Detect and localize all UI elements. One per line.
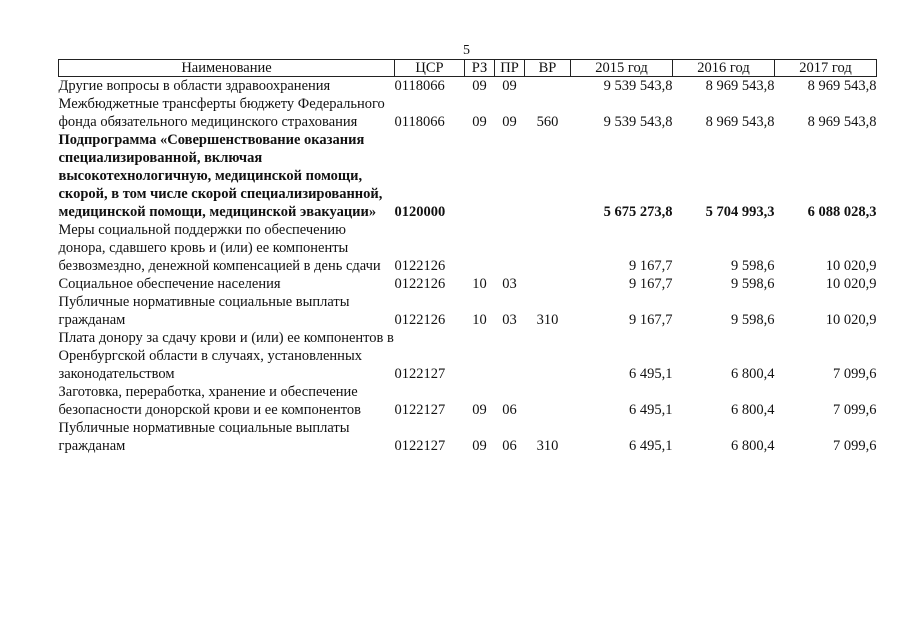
table-row [59,95,877,131]
row-vr: 560 [536,114,559,130]
row-rz: 09 [472,114,487,130]
row-name: Подпрограмма «Совершенствование оказания специализированной, включая высокотехнологичную, медицинской помощи, скорой, в том числе скорой специализированной, медицинской помощи, медицинской эвакуации» [58,132,383,220]
row-rz: 09 [472,402,487,418]
table-row [59,275,877,293]
row-2015: 6 495,1 [629,366,673,382]
row-csr: 0122126 [394,312,446,328]
table-header [59,60,877,77]
row-2015: 9 167,7 [629,276,673,292]
row-rz: 09 [472,78,487,94]
header-pr: ПР [495,60,525,77]
row-vr [525,383,571,419]
row-vr [525,221,571,275]
table-row [59,221,877,275]
row-name: Публичные нормативные социальные выплаты гражданам [58,420,350,454]
row-csr: 0122127 [394,438,446,454]
row-pr [495,221,525,275]
page-number: 5 [463,43,470,58]
row-2017: 8 969 543,8 [807,114,877,130]
table-row [59,131,877,221]
row-2017: 7 099,6 [833,402,877,418]
row-name: Меры социальной поддержки по обеспечению донора, сдавшего кровь и (или) ее компоненты безвозмездно, денежной компенсацией в день сдачи [58,222,381,274]
row-2015: 9 167,7 [629,312,673,328]
row-rz: 10 [472,276,487,292]
row-pr: 03 [502,312,517,328]
row-name: Плата донору за сдачу крови и (или) ее компонентов в Оренбургской области в случаях, установленных законодательством [58,330,394,382]
row-name: Другие вопросы в области здравоохранения [58,78,331,94]
table-row [59,77,877,96]
header-rz: РЗ [465,60,495,77]
row-pr: 09 [502,78,517,94]
row-name: Социальное обеспечение населения [58,276,281,292]
row-pr: 09 [502,114,517,130]
row-rz [465,131,495,221]
table-row [59,419,877,455]
row-rz [465,329,495,383]
row-vr [525,77,571,96]
row-2016: 8 969 543,8 [705,114,775,130]
row-2016: 5 704 993,3 [705,204,775,220]
row-2017: 10 020,9 [825,276,877,292]
row-2017: 6 088 028,3 [807,204,877,220]
row-pr: 06 [502,438,517,454]
header-csr: ЦСР [395,60,465,77]
header-name: Наименование [59,60,395,77]
row-vr [525,131,571,221]
table-row [59,329,877,383]
row-pr [495,329,525,383]
row-rz [465,221,495,275]
row-2016: 9 598,6 [731,258,775,274]
row-2017: 10 020,9 [825,258,877,274]
row-pr [495,131,525,221]
row-csr: 0122126 [394,276,446,292]
row-2016: 6 800,4 [731,438,775,454]
row-2017: 7 099,6 [833,438,877,454]
row-2016: 6 800,4 [731,402,775,418]
row-2017: 10 020,9 [825,312,877,328]
row-csr: 0122127 [394,402,446,418]
row-rz: 09 [472,438,487,454]
row-vr [525,275,571,293]
row-csr: 0118066 [394,114,445,130]
row-pr: 06 [502,402,517,418]
row-pr: 03 [502,276,517,292]
header-2016: 2016 год [673,60,775,77]
row-csr: 0120000 [394,204,446,220]
row-vr: 310 [536,312,559,328]
row-2015: 6 495,1 [629,438,673,454]
row-2017: 8 969 543,8 [807,78,877,94]
row-2015: 6 495,1 [629,402,673,418]
table-row [59,293,877,329]
row-vr [525,329,571,383]
row-2016: 9 598,6 [731,276,775,292]
row-2017: 7 099,6 [833,366,877,382]
row-name: Заготовка, переработка, хранение и обеспечение безопасности донорской крови и ее компонентов [58,384,361,418]
budget-table [58,59,877,455]
header-2015: 2015 год [571,60,673,77]
row-2015: 9 539 543,8 [603,114,673,130]
row-name: Публичные нормативные социальные выплаты гражданам [58,294,350,328]
row-rz: 10 [472,312,487,328]
table-row [59,383,877,419]
row-2016: 9 598,6 [731,312,775,328]
row-2015: 5 675 273,8 [603,204,673,220]
row-csr: 0122127 [394,366,446,382]
row-vr: 310 [536,438,559,454]
row-2016: 8 969 543,8 [705,78,775,94]
row-2015: 9 539 543,8 [603,78,673,94]
row-name: Межбюджетные трансферты бюджету Федерального фонда обязательного медицинского страхования [58,96,385,130]
row-2016: 6 800,4 [731,366,775,382]
header-2017: 2017 год [775,60,877,77]
row-2015: 9 167,7 [629,258,673,274]
header-vr: ВР [525,60,571,77]
row-csr: 0118066 [394,78,445,94]
row-csr: 0122126 [394,258,446,274]
